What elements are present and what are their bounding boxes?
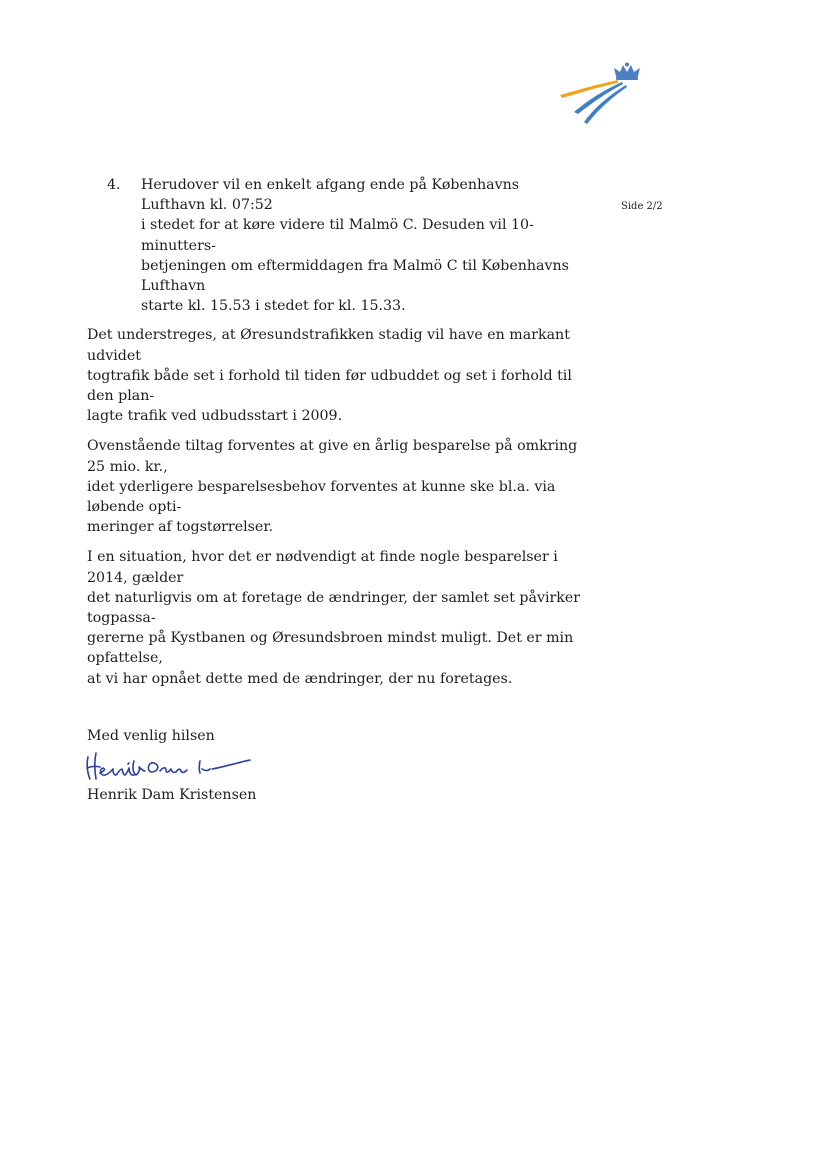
page-number: Side 2/2: [621, 201, 663, 212]
text-line: Ovenstående tiltag forventes at give en årlig besparelse på omkring 25 mio. kr.,: [87, 438, 578, 475]
text-line: starte kl. 15.53 i stedet for kl. 15.33.: [141, 298, 406, 315]
text-line: idet yderligere besparelsesbehov forventes at kunne ske bl.a. via løbende opti-: [87, 478, 556, 516]
closing: [87, 726, 583, 805]
text-line: i stedet for at køre videre til Malmö C. Desuden vil 10-minutters-: [141, 217, 534, 254]
text-line: meringer af togstørrelser.: [87, 519, 274, 536]
text-line: lagte trafik ved udbudsstart i 2009.: [87, 408, 343, 425]
greeting: Med venlig hilsen: [87, 727, 215, 744]
text-line: Det understreges, at Øresundstrafikken stadig vil have en markant udvidet: [87, 327, 570, 364]
signature-image: [84, 749, 254, 783]
text-line: at vi har opnået dette med de ændringer, der nu foretages.: [87, 670, 513, 687]
list-item: [87, 175, 583, 316]
text-line: det naturligvis om at foretage de ændringer, der samlet set påvirker togpassa-: [87, 589, 581, 627]
list-text: [141, 175, 583, 316]
signer-name: Henrik Dam Kristensen: [87, 787, 257, 804]
text-line: gererne på Kystbanen og Øresundsbroen mindst muligt. Det er min opfattelse,: [87, 630, 574, 667]
text-line: Herudover vil en enkelt afgang ende på Københavns Lufthavn kl. 07:52: [141, 177, 520, 214]
text-line: betjeningen om eftermiddagen fra Malmö C til Københavns Lufthavn: [141, 257, 569, 295]
text-line: togtrafik både set i forhold til tiden før udbuddet og set i forhold til den plan-: [87, 367, 572, 405]
letter-body: [87, 175, 583, 805]
paragraph: [87, 325, 583, 426]
logo-icon: [556, 62, 646, 126]
text-line: I en situation, hvor det er nødvendigt at finde nogle besparelser i 2014, gælder: [87, 549, 558, 586]
list-number: 4.: [107, 177, 121, 193]
paragraph: [87, 436, 583, 537]
paragraph: [87, 547, 583, 688]
